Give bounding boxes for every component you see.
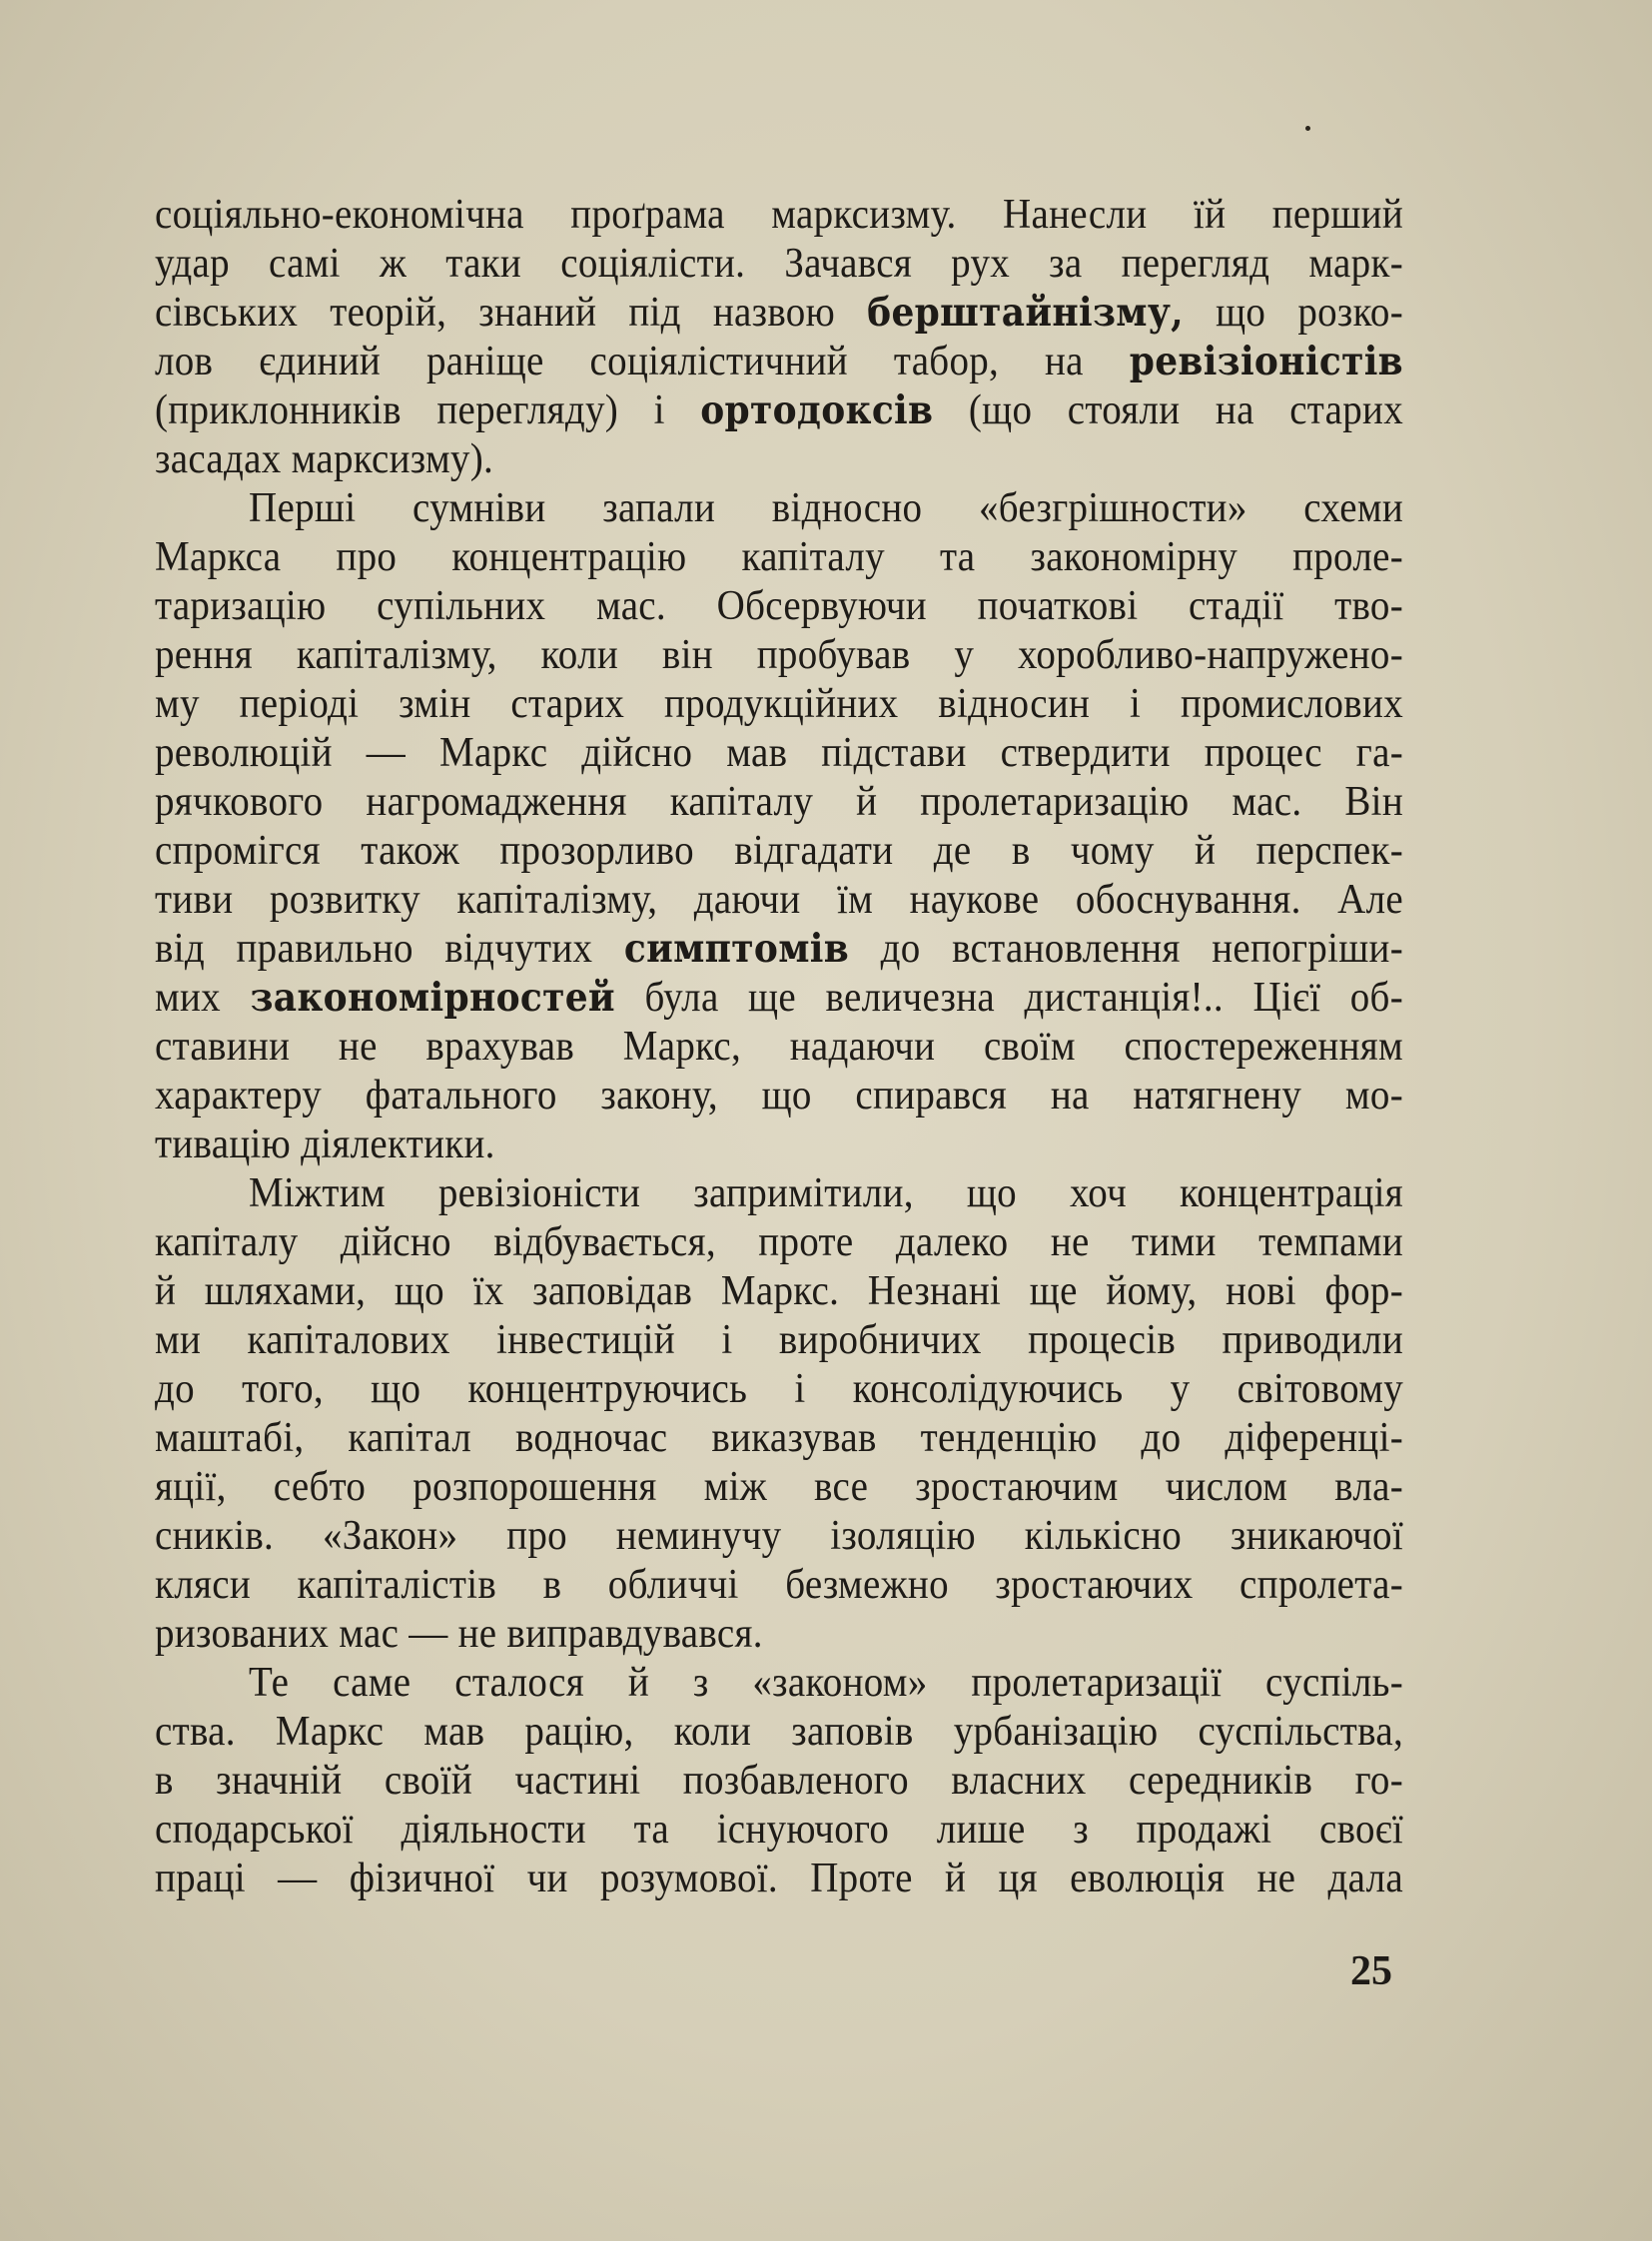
text-line: [155, 1362, 1403, 1415]
text-line: [155, 1264, 1403, 1317]
text-segment: рення капіталізму, коли він пробував у хоробливо-напружено-: [155, 631, 1403, 678]
body-text: [155, 190, 1403, 1902]
text-line: [155, 922, 1403, 975]
text-line: [155, 1166, 1403, 1219]
text-segment: в значній своїй частині позбавленого власних середників го-: [155, 1757, 1403, 1804]
text-line: [155, 677, 1403, 730]
text-segment: Перші сумніви запали відносно «безгрішности» схеми: [249, 484, 1403, 531]
text-line: [155, 237, 1403, 290]
text-segment: сників. «Закон» про неминучу ізоляцію кількісно зникаючої: [155, 1512, 1403, 1559]
text-line: [155, 188, 1403, 241]
text-segment: таризацію супільних мас. Обсервуючи початкові стадії тво-: [155, 582, 1403, 629]
text-segment: мих: [155, 974, 251, 1021]
text-line: [155, 1558, 1403, 1611]
text-line: [155, 1509, 1403, 1562]
text-line: [155, 383, 1403, 436]
text-segment: рячкового нагромадження капіталу й пролетаризацію мас. Він: [155, 778, 1403, 825]
text-segment: праці — фізичної чи розумової. Проте й ця еволюція не дала: [155, 1855, 1403, 1901]
text-line: [155, 1607, 1403, 1660]
text-segment: Маркса про концентрацію капіталу та закономірну проле-: [155, 533, 1403, 580]
text-line: [155, 1118, 1403, 1170]
text-line: [155, 1460, 1403, 1513]
text-segment: спромігся також прозорливо відгадати де в чому й перспек-: [155, 827, 1403, 874]
text-line: [155, 432, 1403, 485]
text-line: [155, 1754, 1403, 1807]
text-line: [155, 873, 1403, 926]
page-number: 25: [1350, 1948, 1392, 1994]
text-segment: ставини не врахував Маркс, надаючи своїм спостереженням: [155, 1023, 1403, 1070]
paragraph: [155, 1168, 1403, 1658]
text-line: [155, 726, 1403, 779]
text-segment: засадах марксизму).: [155, 435, 494, 482]
text-line: [155, 1705, 1403, 1758]
text-segment: (приклонників перегляду) і: [155, 386, 701, 433]
text-segment: удар самі ж таки соціялісти. Зачався рух за перегляд марк-: [155, 240, 1403, 287]
paragraph: [155, 483, 1403, 1168]
text-line: [155, 1803, 1403, 1856]
text-segment: була ще величезна дистанція!.. Цієї об-: [614, 974, 1403, 1021]
text-line: [155, 335, 1403, 387]
bold-term: ортодоксів: [700, 387, 934, 433]
text-line: [155, 530, 1403, 583]
paragraph: [155, 190, 1403, 483]
text-segment: тивацію діялектики.: [155, 1120, 495, 1167]
text-segment: (що стояли на старих: [933, 386, 1403, 433]
text-line: [155, 824, 1403, 877]
text-segment: маштабі, капітал водночас виказував тенденцію до діференці-: [155, 1414, 1403, 1461]
text-segment: соціяльно-економічна проґрама марксизму. Нанесли їй перший: [155, 191, 1403, 238]
text-segment: від правильно відчутих: [155, 925, 624, 972]
text-segment: кляси капіталістів в обличчі безмежно зростаючих спролета-: [155, 1561, 1403, 1608]
text-line: [155, 1411, 1403, 1464]
text-line: [155, 628, 1403, 681]
text-segment: ства. Маркс мав рацію, коли заповів урбанізацію суспільства,: [155, 1708, 1403, 1755]
text-segment: тиви розвитку капіталізму, даючи їм наукове обоснування. Але: [155, 876, 1403, 923]
text-line: [155, 1215, 1403, 1268]
text-line: [155, 481, 1403, 534]
bold-term: ревізіоністів: [1129, 339, 1403, 384]
text-line: [155, 579, 1403, 632]
text-segment: характеру фатального закону, що спирався на натягнену мо-: [155, 1072, 1403, 1119]
text-segment: й шляхами, що їх заповідав Маркс. Незнані ще йому, нові фор-: [155, 1267, 1403, 1314]
text-line: [155, 1069, 1403, 1121]
text-segment: до встановлення непогріши-: [849, 925, 1404, 972]
bold-term: берштайнізму,: [867, 290, 1185, 336]
text-segment: що розко-: [1184, 289, 1403, 336]
text-segment: революцій — Маркс дійсно мав підстави ствердити процес га-: [155, 729, 1403, 776]
text-segment: до того, що концентруючись і консолідуючись у світовому: [155, 1365, 1403, 1412]
text-line: [155, 1313, 1403, 1366]
text-line: [155, 775, 1403, 828]
text-segment: яції, себто розпорошення між все зростаючим числом вла-: [155, 1463, 1403, 1510]
text-segment: капіталу дійсно відбувається, проте далеко не тими темпами: [155, 1218, 1403, 1265]
ink-speck: [1305, 126, 1310, 131]
bold-term: симптомів: [623, 926, 850, 972]
paragraph: [155, 1658, 1403, 1902]
text-segment: сподарської діяльности та існуючого лише з продажі своєї: [155, 1806, 1403, 1853]
text-line: [155, 1656, 1403, 1709]
text-line: [155, 971, 1403, 1024]
text-segment: сівських теорій, знаний під назвою: [155, 289, 868, 336]
text-line: [155, 286, 1403, 339]
text-line: [155, 1020, 1403, 1073]
bold-term: закономірностей: [250, 975, 615, 1021]
text-segment: ризованих мас — не виправдувався.: [155, 1610, 763, 1657]
text-line: [155, 1852, 1403, 1904]
text-segment: Те саме сталося й з «законом» пролетаризації суспіль-: [249, 1659, 1403, 1706]
text-segment: Міжтим ревізіоністи запримітили, що хоч концентрація: [249, 1169, 1403, 1216]
text-segment: лов єдиний раніще соціялістичний табор, на: [155, 338, 1130, 384]
text-segment: му періоді змін старих продукційних відносин і промислових: [155, 680, 1403, 727]
text-segment: ми капіталових інвестицій і виробничих процесів приводили: [155, 1316, 1403, 1363]
